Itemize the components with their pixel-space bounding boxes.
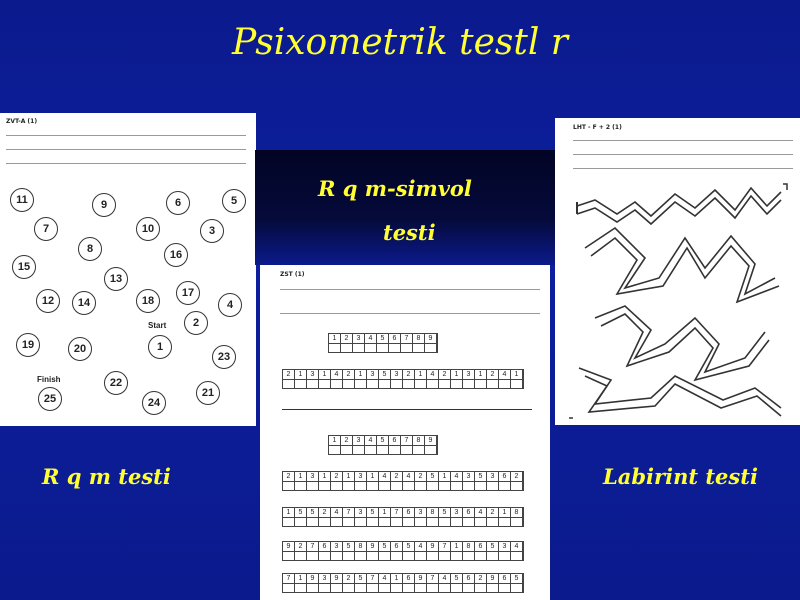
number-circle: 15: [12, 255, 36, 279]
digit-row: 7 1 9 3 9 2 5 7 4 1 6 9 7 4 5 6 2 9 6 5: [282, 573, 524, 584]
number-circle: 1: [148, 335, 172, 359]
number-circle: 6: [166, 191, 190, 215]
number-circle: 9: [92, 193, 116, 217]
digit-symbol-label-line2: testi: [383, 220, 436, 245]
number-circle: 10: [136, 217, 160, 241]
digit-row: 9 2 7 6 3 5 8 9 5 6 5 4 9 7 1 8 6 5 3 4: [282, 541, 524, 552]
number-circle: 24: [142, 391, 166, 415]
dark-band: [255, 150, 555, 265]
digit-row: 1 5 5 2 4 7 3 5 1 7 6 3 8 5 3 6 4 2 1 8: [282, 507, 524, 518]
number-circle: 23: [212, 345, 236, 369]
start-label: Start: [148, 321, 167, 330]
slide-title: Psixometrik testl r: [232, 22, 568, 63]
number-circle: 13: [104, 267, 128, 291]
key-row: 1 2 3 4 5 6 7 8 9: [328, 333, 438, 344]
finish-label: Finish: [37, 375, 61, 384]
number-circle: 11: [10, 188, 34, 212]
number-circle: 17: [176, 281, 200, 305]
digit-row: 2 1 3 1 2 1 3 1 4 2 4 2 5 1 4 3 5 3 6 2: [282, 471, 524, 482]
sheet-header: LHT - F + 2 (1): [573, 124, 622, 131]
number-test-sheet: [0, 113, 256, 426]
number-circle: 8: [78, 237, 102, 261]
key-row: 1 2 3 4 5 6 7 8 9: [328, 435, 438, 446]
number-test-label: R q m testi: [42, 464, 171, 489]
labyrinth-drawing: [555, 118, 800, 425]
digit-row: 2 1 3 1 4 2 1 3 5 3 2 1 4 2 1 3 1 2 4 1: [282, 369, 524, 380]
number-circle: 19: [16, 333, 40, 357]
digit-symbol-label-line1: R q m-simvol: [318, 176, 472, 201]
digit-symbol-sheet: [260, 265, 550, 600]
number-circle: 25: [38, 387, 62, 411]
number-circle: 14: [72, 291, 96, 315]
number-circle: 3: [200, 219, 224, 243]
labyrinth-sheet: [555, 118, 800, 425]
number-circle: 12: [36, 289, 60, 313]
sheet-header: ZVT-A (1): [6, 118, 38, 125]
number-circle: 20: [68, 337, 92, 361]
sheet-header: ZST (1): [280, 271, 305, 278]
labyrinth-label: Labirint testi: [603, 464, 758, 489]
number-circle: 7: [34, 217, 58, 241]
number-circle: 2: [184, 311, 208, 335]
number-circle: 16: [164, 243, 188, 267]
number-circle: 22: [104, 371, 128, 395]
number-circle: 4: [218, 293, 242, 317]
number-circle: 5: [222, 189, 246, 213]
number-circle: 18: [136, 289, 160, 313]
number-circle: 21: [196, 381, 220, 405]
